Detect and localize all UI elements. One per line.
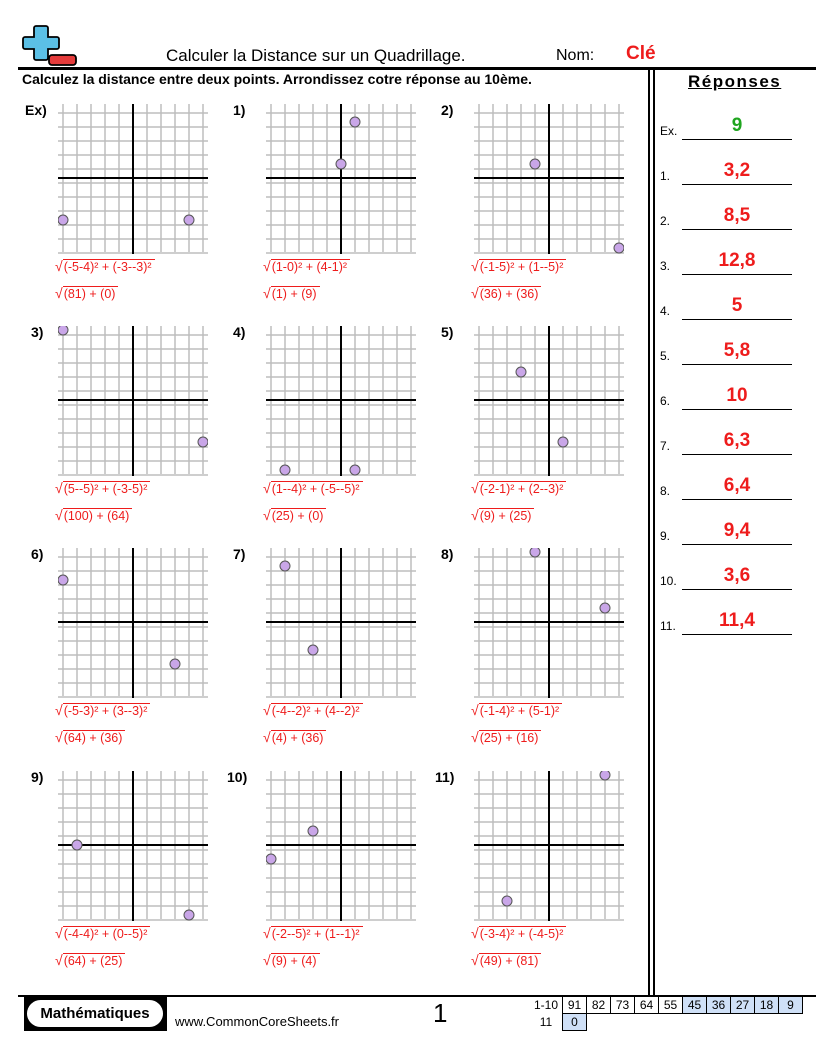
coordinate-grid (474, 548, 624, 698)
problem-label: 6) (31, 546, 44, 562)
score-cell: 55 (659, 997, 683, 1014)
coordinate-grid (474, 771, 624, 921)
square-root-icon: √ (471, 258, 479, 274)
distance-formula-eq2: √(25) + (16) (471, 729, 541, 745)
answer-value: 8,5 (723, 205, 751, 226)
answer-number: 5. (660, 349, 671, 363)
distance-formula-eq2: √(9) + (25) (471, 507, 534, 523)
name-label: Nom: (556, 47, 595, 64)
problem-6 (31, 546, 231, 751)
coordinate-grid (58, 326, 208, 476)
distance-formula-eq2: √(36) + (36) (471, 285, 541, 301)
square-root-icon: √ (471, 507, 479, 523)
score-cell: 9 (779, 997, 803, 1014)
plus-minus-logo-icon (22, 24, 78, 68)
distance-formula-eq2: √(25) + (0) (263, 507, 326, 523)
coordinate-grid (266, 326, 416, 476)
answer-row (660, 155, 792, 185)
answer-blank-line (682, 634, 792, 636)
square-root-icon: √ (471, 952, 479, 968)
square-root-icon: √ (471, 285, 479, 301)
answer-row (660, 110, 792, 140)
answer-value: 11,4 (719, 610, 755, 631)
answer-value: 9 (731, 115, 743, 136)
answer-column-divider (648, 67, 650, 996)
distance-formula-eq1: √(-5-3)² + (3--3)² (55, 702, 150, 718)
score-cell: 82 (587, 997, 611, 1014)
answer-number: 9. (660, 529, 671, 543)
distance-formula-eq1: √(5--5)² + (-3-5)² (55, 480, 150, 496)
distance-formula-eq1: √(-1-5)² + (1--5)² (471, 258, 566, 274)
square-root-icon: √ (263, 952, 271, 968)
square-root-icon: √ (471, 480, 479, 496)
answer-value: 10 (726, 385, 748, 406)
answer-value: 6,3 (723, 430, 751, 451)
square-root-icon: √ (263, 480, 271, 496)
answer-value: 5,8 (723, 340, 751, 361)
square-root-icon: √ (55, 480, 63, 496)
distance-formula-eq2: √(4) + (36) (263, 729, 326, 745)
distance-formula-eq1: √(-3-4)² + (-4-5)² (471, 925, 566, 941)
answer-row (660, 470, 792, 500)
score-cell: 18 (755, 997, 779, 1014)
answer-row (660, 515, 792, 545)
distance-formula-eq2: √(49) + (81) (471, 952, 541, 968)
square-root-icon: √ (471, 702, 479, 718)
square-root-icon: √ (55, 285, 63, 301)
coordinate-grid (58, 771, 208, 921)
answers-title: Réponses (688, 72, 782, 91)
score-cell: 91 (563, 997, 587, 1014)
brand-label: Mathématiques (27, 1000, 163, 1027)
answer-blank-line (682, 364, 792, 366)
square-root-icon: √ (55, 507, 63, 523)
answer-number: 2. (660, 214, 671, 228)
distance-formula-eq2: √(64) + (25) (55, 952, 125, 968)
problem-label: 2) (441, 102, 454, 118)
problem-9 (31, 769, 231, 974)
square-root-icon: √ (263, 285, 271, 301)
answer-number: 1. (660, 169, 671, 183)
distance-formula-eq1: √(1-0)² + (4-1)² (263, 258, 350, 274)
page-title: Calculer la Distance sur un Quadrillage. (166, 46, 466, 65)
distance-formula-eq2: √(1) + (9) (263, 285, 320, 301)
distance-formula-eq2: √(9) + (4) (263, 952, 320, 968)
score-cell: 27 (731, 997, 755, 1014)
square-root-icon: √ (263, 258, 271, 274)
square-root-icon: √ (263, 729, 271, 745)
answer-number: Ex. (660, 124, 678, 138)
problem-8 (441, 546, 641, 751)
answer-value: 12,8 (718, 250, 756, 271)
distance-formula-eq1: √(-5-4)² + (-3--3)² (55, 258, 155, 274)
problem-label: 8) (441, 546, 454, 562)
square-root-icon: √ (55, 258, 63, 274)
square-root-icon: √ (263, 507, 271, 523)
square-root-icon: √ (55, 702, 63, 718)
problem-10 (227, 769, 427, 974)
answer-blank-line (682, 409, 792, 411)
coordinate-grid (266, 771, 416, 921)
answer-value: 9,4 (723, 520, 751, 541)
instructions: Calculez la distance entre deux points. Arrondissez cotre réponse au 10ème. (22, 71, 532, 87)
coordinate-grid (266, 548, 416, 698)
problem-5 (441, 324, 641, 529)
problem-label: 10) (227, 769, 248, 785)
problem-label: 5) (441, 324, 454, 340)
problem-label: 1) (233, 102, 246, 118)
site-url: www.CommonCoreSheets.fr (175, 1014, 339, 1029)
problem-label: Ex) (25, 102, 47, 118)
coordinate-grid (266, 104, 416, 254)
coordinate-grid (58, 548, 208, 698)
answer-number: 3. (660, 259, 671, 273)
problem-label: 7) (233, 546, 246, 562)
answer-value: 3,6 (723, 565, 751, 586)
square-root-icon: √ (55, 729, 63, 745)
distance-formula-eq1: √(1--4)² + (-5--5)² (263, 480, 363, 496)
distance-formula-eq2: √(64) + (36) (55, 729, 125, 745)
square-root-icon: √ (263, 925, 271, 941)
page-number: 1 (433, 998, 448, 1028)
score-row-label: 1-10 (533, 998, 559, 1012)
problem-label: 9) (31, 769, 44, 785)
answer-blank-line (682, 319, 792, 321)
square-root-icon: √ (55, 952, 63, 968)
answer-blank-line (682, 499, 792, 501)
square-root-icon: √ (55, 925, 63, 941)
answer-blank-line (682, 589, 792, 591)
problem-0 (25, 102, 225, 307)
answer-number: 10. (660, 574, 677, 588)
score-cell: 45 (683, 997, 707, 1014)
answer-blank-line (682, 454, 792, 456)
distance-formula-eq1: √(-2--5)² + (1--1)² (263, 925, 363, 941)
problem-label: 3) (31, 324, 44, 340)
answer-value: 6,4 (723, 475, 751, 496)
answer-value: 5 (731, 295, 743, 316)
answer-row (660, 380, 792, 410)
name-value: Clé (626, 43, 656, 64)
problem-3 (31, 324, 231, 529)
problem-4 (233, 324, 433, 529)
answer-row (660, 425, 792, 455)
answer-blank-line (682, 544, 792, 546)
problem-label: 11) (435, 769, 455, 785)
answer-value: 3,2 (723, 160, 751, 181)
square-root-icon: √ (263, 702, 271, 718)
answer-number: 11. (660, 619, 676, 633)
problem-2 (441, 102, 641, 307)
problem-11 (435, 769, 635, 974)
distance-formula-eq2: √(100) + (64) (55, 507, 132, 523)
answer-row (660, 200, 792, 230)
answer-blank-line (682, 139, 792, 141)
answer-number: 8. (660, 484, 671, 498)
score-cell: 73 (611, 997, 635, 1014)
answer-row (660, 605, 792, 635)
distance-formula-eq1: √(-1-4)² + (5-1)² (471, 702, 562, 718)
coordinate-grid (474, 326, 624, 476)
answer-row (660, 560, 792, 590)
answer-row (660, 245, 792, 275)
score-cell: 36 (707, 997, 731, 1014)
distance-formula-eq1: √(-2-1)² + (2--3)² (471, 480, 566, 496)
score-table (530, 996, 803, 1031)
coordinate-grid (474, 104, 624, 254)
answer-row (660, 335, 792, 365)
answer-number: 4. (660, 304, 671, 318)
distance-formula-eq1: √(-4--2)² + (4--2)² (263, 702, 363, 718)
score-cell: 64 (635, 997, 659, 1014)
score-row-label: 11 (539, 1015, 553, 1029)
answer-row (660, 290, 792, 320)
answer-number: 7. (660, 439, 671, 453)
square-root-icon: √ (471, 729, 479, 745)
problem-1 (233, 102, 433, 307)
answer-number: 6. (660, 394, 671, 408)
score-cell: 0 (563, 1014, 587, 1031)
problem-label: 4) (233, 324, 246, 340)
square-root-icon: √ (471, 925, 479, 941)
distance-formula-eq2: √(81) + (0) (55, 285, 118, 301)
coordinate-grid (58, 104, 208, 254)
answer-blank-line (682, 184, 792, 186)
answer-blank-line (682, 229, 792, 231)
answer-blank-line (682, 274, 792, 276)
answer-column-divider (653, 67, 655, 996)
problem-7 (233, 546, 433, 751)
distance-formula-eq1: √(-4-4)² + (0--5)² (55, 925, 150, 941)
header-divider (18, 67, 816, 70)
